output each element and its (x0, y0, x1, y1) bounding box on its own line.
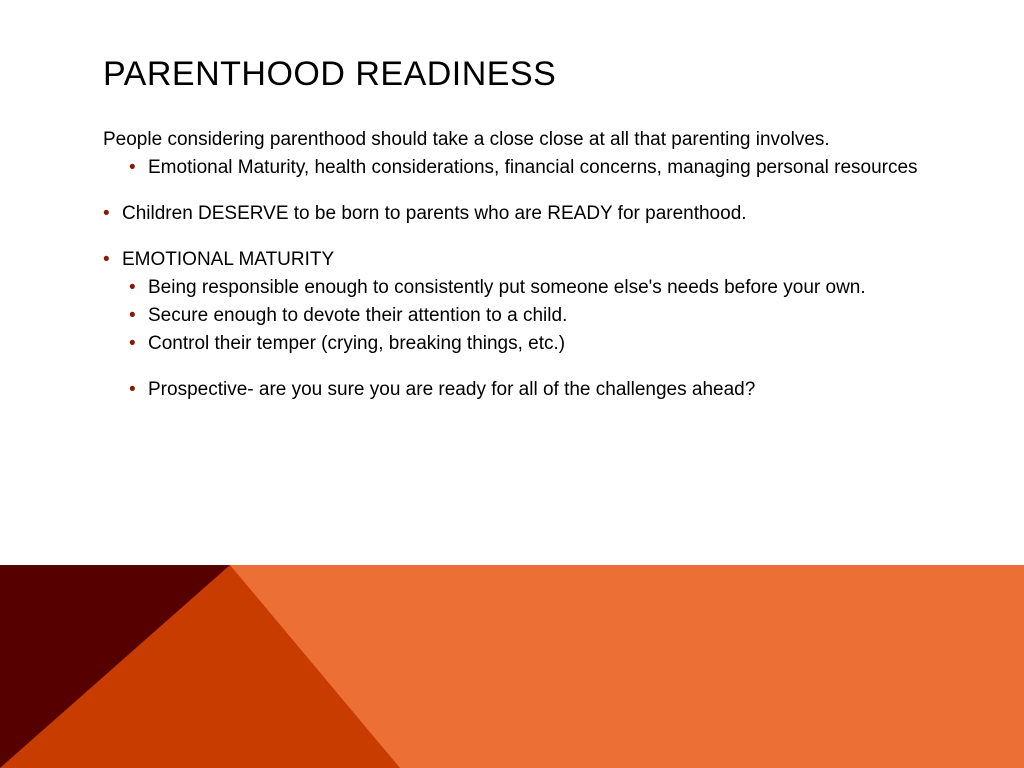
list-item-text: EMOTIONAL MATURITY (122, 249, 335, 270)
list-item-text: Control their temper (crying, breaking things, etc.) (148, 333, 566, 354)
bullet-icon: • (129, 277, 136, 298)
footer-decoration (0, 565, 1024, 768)
bullet-icon: • (129, 379, 136, 400)
slide-body (103, 128, 923, 402)
list-item-text: Being responsible enough to consistently put someone else's needs before your own. (148, 277, 866, 298)
list-item (103, 202, 923, 226)
bullet-icon: • (129, 305, 136, 326)
list-item (103, 276, 923, 300)
list-item (103, 156, 923, 180)
bullet-icon: • (129, 157, 136, 178)
bullet-icon: • (103, 203, 110, 224)
intro-text: People considering parenthood should take a close close at all that parenting involves. (103, 129, 830, 150)
list-item (103, 248, 923, 272)
list-item-text: Secure enough to devote their attention to a child. (148, 305, 568, 326)
slide-title: PARENTHOOD READINESS (103, 55, 557, 93)
bullet-icon: • (129, 333, 136, 354)
bullet-icon: • (103, 249, 110, 270)
list-item-text: Emotional Maturity, health considerations, financial concerns, managing personal resources (148, 157, 918, 178)
list-item (103, 332, 923, 356)
list-item-text: Prospective- are you sure you are ready for all of the challenges ahead? (148, 379, 756, 400)
list-item (103, 378, 923, 402)
list-item (103, 304, 923, 328)
list-item-text: Children DESERVE to be born to parents who are READY for parenthood. (122, 203, 747, 224)
